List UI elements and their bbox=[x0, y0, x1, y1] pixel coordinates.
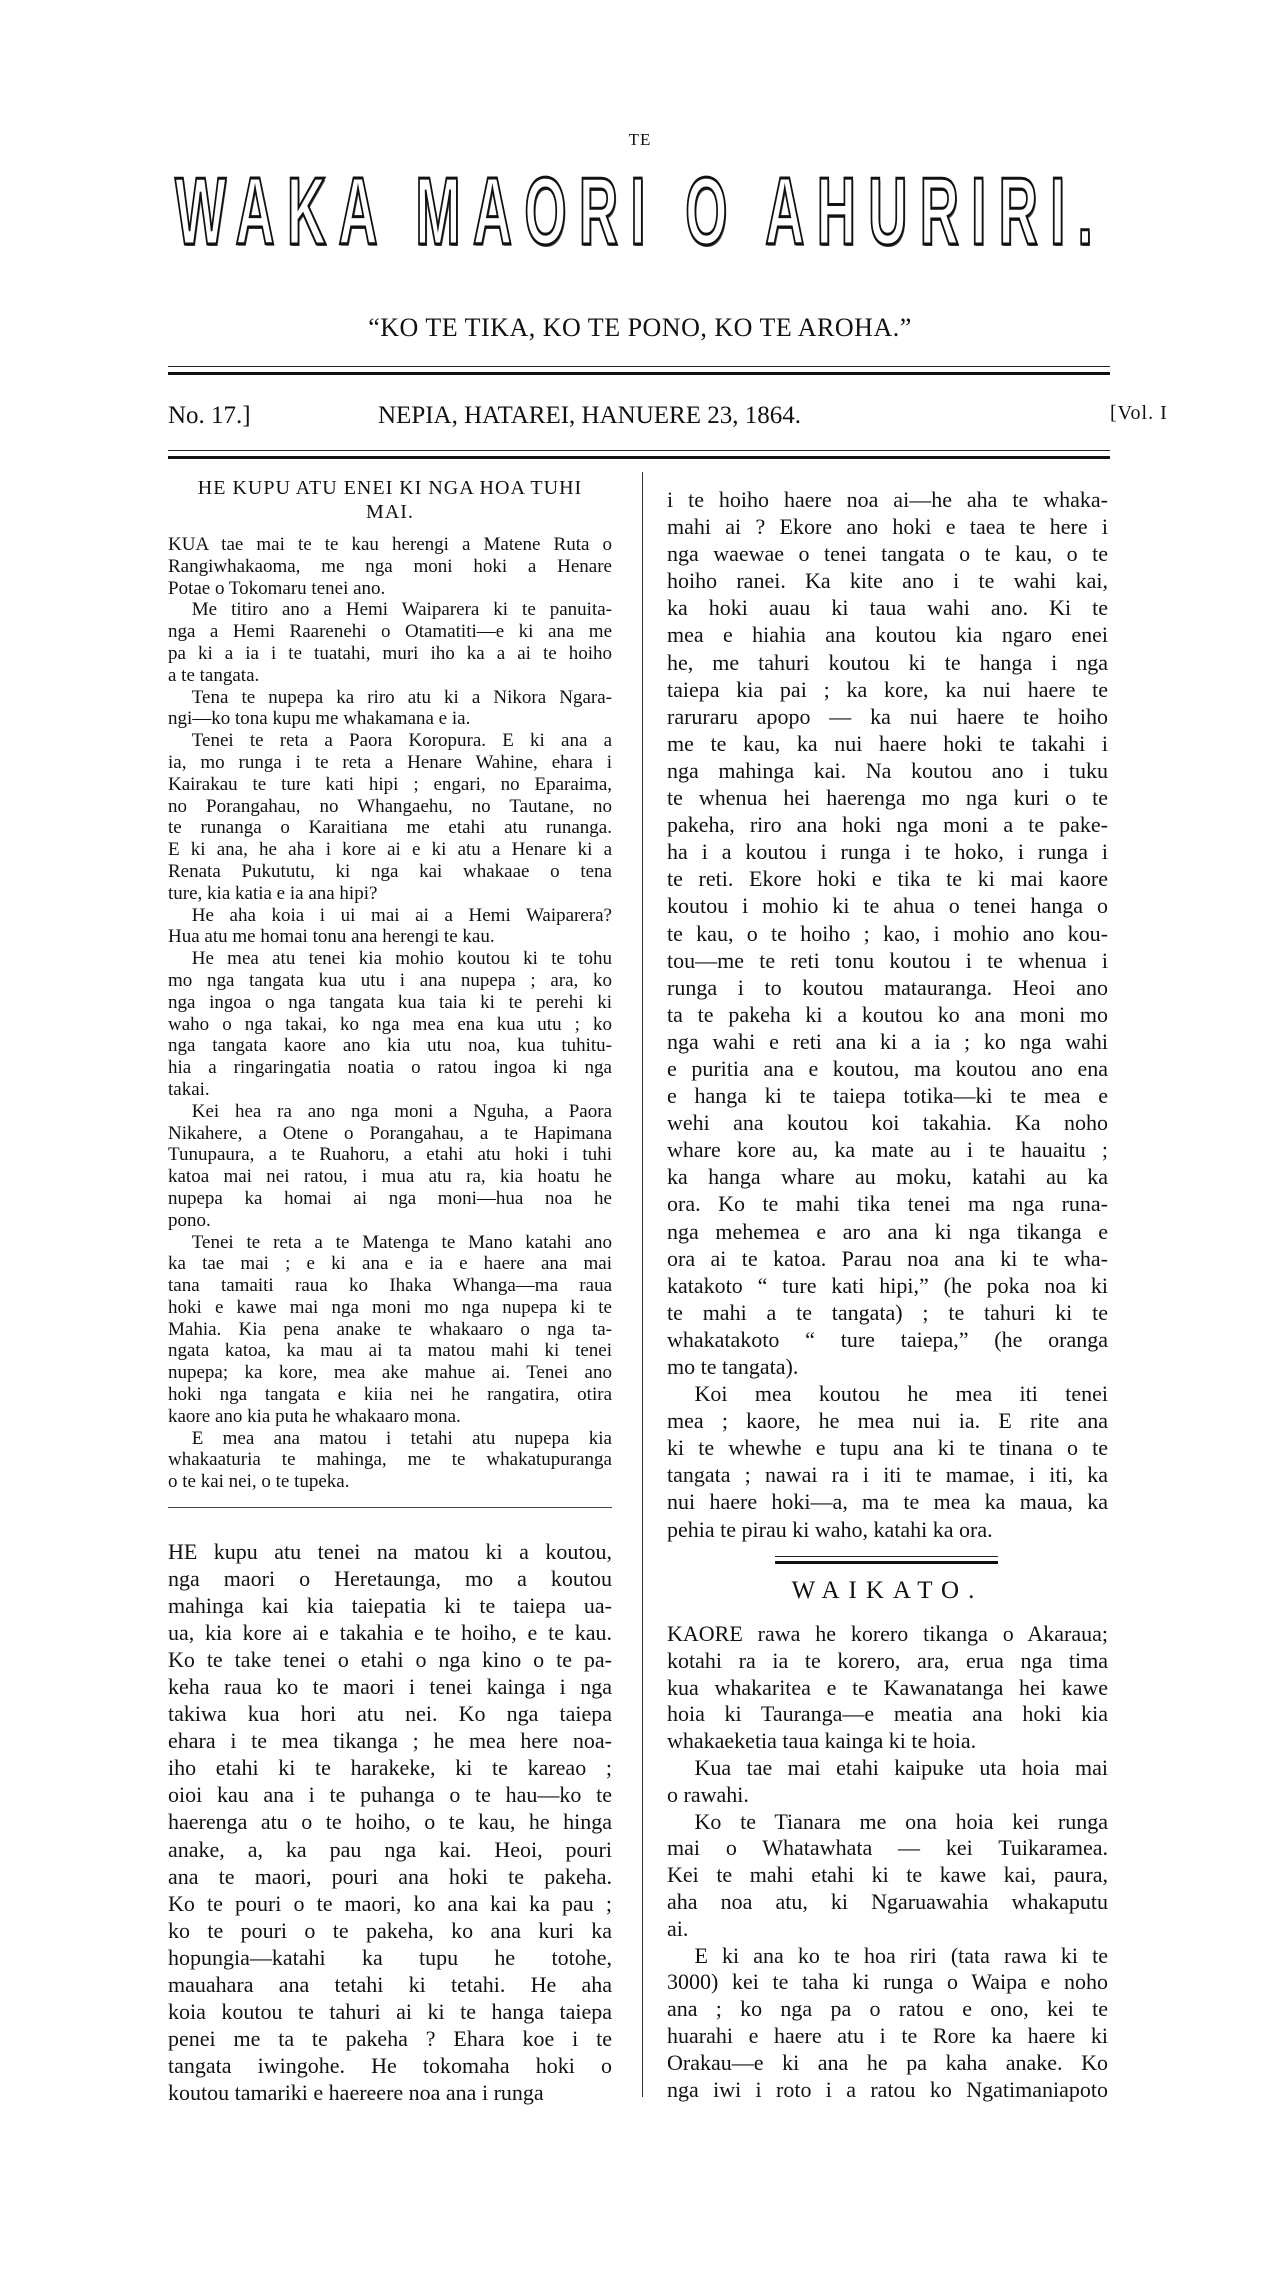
text-line: wehi ana koutou koi takahia. Ka noho bbox=[667, 1110, 1108, 1136]
text-line: Rangiwhakaoma, me nga moni hoki a Henare bbox=[168, 555, 612, 577]
text-line: ora ai te katoa. Parau noa ana ki te wha- bbox=[667, 1245, 1108, 1271]
text-line: ora. Ko te mahi tika tenei ma nga runa- bbox=[667, 1191, 1108, 1217]
text-line: ta te pakeha ki a koutou ko ana moni mo bbox=[667, 1001, 1108, 1027]
text-line: E ki ana, he aha i kore ai e ki atu a Henare ki a bbox=[168, 839, 612, 861]
text-line: mea ; kaore, he mea nui ia. E rite ana bbox=[667, 1408, 1108, 1434]
text-line: nga ingoa o nga tangata kua taia ki te perehi ki bbox=[168, 991, 612, 1013]
text-line: ua, kia kore ai e takahia e te hoiho, e te kau. bbox=[168, 1620, 612, 1646]
text-line: ana te maori, pouri ana hoki te pakeha. bbox=[168, 1863, 612, 1889]
text-line: mahinga kai kia taiepatia ki te taiepa ua- bbox=[168, 1593, 612, 1619]
text-line: he, me tahuri koutou ki te hanga i nga bbox=[667, 649, 1108, 675]
paragraph bbox=[168, 948, 612, 1101]
waikato-rule-thick bbox=[775, 1561, 998, 1564]
text-line: Kei hea ra ano nga moni a Nguha, a Paora bbox=[191, 1100, 612, 1122]
dateline-rule-thin bbox=[168, 450, 1110, 451]
text-line: nupepa ka homai ai nga moni—hua noa he bbox=[168, 1187, 612, 1209]
text-line: anake, a, ka pau nga kai. Heoi, pouri bbox=[168, 1836, 612, 1862]
text-line: katakoto “ ture kati hipi,” (he poka noa ki bbox=[667, 1272, 1108, 1298]
text-line: kua whakaritea e te Kawanatanga hei kawe bbox=[667, 1674, 1108, 1700]
text-line: koutou tamariki e haereere noa ana i runga bbox=[168, 2079, 544, 2105]
text-line: Tunupaura, a te Ruahoru, a etahi atu hoki i tuhi bbox=[168, 1144, 612, 1166]
text-line: nga mahinga kai. Na koutou ano i tuku bbox=[667, 757, 1108, 783]
text-line: whakatakoto “ ture taiepa,” (he oranga bbox=[667, 1326, 1108, 1352]
text-line: Koi mea koutou he mea iti tenei bbox=[694, 1381, 1108, 1407]
text-line: takiwa kua hori atu nei. Ko nga taiepa bbox=[168, 1701, 612, 1727]
text-line: koia koutou te tahuri ai ki te hanga taiepa bbox=[168, 1998, 612, 2024]
text-line: Ko te pouri o te maori, ko ana kai ka pau ; bbox=[168, 1890, 612, 1916]
text-line: ehara i te mea tikanga ; he mea here noa- bbox=[168, 1728, 612, 1754]
text-line: mea e hiahia ana koutou kia ngaro enei bbox=[667, 622, 1108, 648]
dateline bbox=[168, 402, 1168, 434]
text-line: Kei te mahi etahi ki te kawe kai, paura, bbox=[667, 1862, 1108, 1888]
text-line: ko te pouri o te pakeha, ko ana kuri ka bbox=[168, 1917, 612, 1943]
text-line: penei me ta te pakeha ? Ehara koe i te bbox=[168, 2025, 612, 2051]
waikato-heading: WAIKATO. bbox=[791, 1577, 984, 1604]
text-line: nga iwi i roto i a ratou ko Ngatimaniapoto bbox=[667, 2076, 1108, 2102]
text-line: keha raua ko te maori i tenei kainga i nga bbox=[168, 1674, 612, 1700]
text-line: o rawahi. bbox=[667, 1781, 749, 1807]
text-line: no Porangahau, no Whangaehu, no Tautane, no bbox=[168, 795, 612, 817]
text-line: Tena te nupepa ka riro atu ki a Nikora Ngara- bbox=[191, 686, 612, 708]
paragraph bbox=[168, 687, 612, 731]
text-line: mo nga tangata kua utu i ana nupepa ; ara, ko bbox=[168, 969, 612, 991]
paragraph bbox=[168, 534, 612, 599]
text-line: waho o nga takai, ko nga mea ena kua utu ; ko bbox=[168, 1013, 612, 1035]
text-line: nga wahi e reti ana ki a ia ; ko nga wahi bbox=[667, 1028, 1108, 1054]
paragraph bbox=[168, 1101, 612, 1232]
text-line: hoiho ranei. Ka kite ano i te wahi kai, bbox=[667, 568, 1108, 594]
text-line: Orakau—e ki ana he pa kaha anake. Ko bbox=[667, 2049, 1108, 2075]
text-line: runga i to koutou matauranga. Heoi ano bbox=[667, 974, 1108, 1000]
text-line: He aha koia i ui mai ai a Hemi Waiparera? bbox=[191, 904, 612, 926]
paragraph bbox=[667, 1809, 1108, 1943]
text-line: e hanga ki te taiepa totika—ki te mea e bbox=[667, 1083, 1108, 1109]
text-line: KAORE rawa he korero tikanga o Akaraua; bbox=[667, 1621, 1108, 1646]
text-line: aha noa atu, ki Ngaruawahia whakaputu bbox=[667, 1888, 1108, 1914]
paragraph bbox=[168, 905, 612, 949]
text-line: mai o Whatawhata — kei Tuikaramea. bbox=[667, 1835, 1108, 1861]
text-line: Nikahere, a Otene o Porangahau, a te Hapimana bbox=[168, 1122, 612, 1144]
text-line: whakaaturia te mahinga, me te whakatupuranga bbox=[168, 1449, 612, 1471]
paragraph bbox=[667, 1943, 1108, 2104]
text-line: koutou i mohio ki te ahua o tenei hanga o bbox=[667, 893, 1108, 919]
text-line: Kairakau te ture kati hipi ; engari, no Eparaima, bbox=[168, 773, 612, 795]
text-line: haerenga atu o te hoiho, o te kau, he hinga bbox=[168, 1809, 612, 1835]
text-line: te kau, o te hoiho ; kao, i mohio ano kou- bbox=[667, 920, 1108, 946]
text-line: taiepa kia pai ; ka kore, ka nui haere te bbox=[667, 676, 1108, 702]
text-line: iho etahi ki te harakeke, ki te kareao ; bbox=[168, 1755, 612, 1781]
text-line: me te kau, ka nui haere hoki te takahi i bbox=[667, 730, 1108, 756]
masthead bbox=[175, 158, 1105, 265]
text-line: te reti. Ekore hoki e tika te ki mai kaore bbox=[667, 866, 1108, 892]
column-divider bbox=[642, 472, 643, 2097]
paragraph bbox=[168, 599, 612, 686]
text-line: te runanga o Karaitiana me etahi atu runanga. bbox=[168, 817, 612, 839]
heading-line: HE KUPU ATU ENEI KI NGA HOA TUHI bbox=[197, 477, 583, 499]
notices-article bbox=[168, 476, 612, 1493]
text-line: hia a ringaringatia noatia o ratou ingoa ki nga bbox=[168, 1057, 612, 1079]
text-line: nga a Hemi Raarenehi o Otamatiti—e ki ana me bbox=[168, 621, 612, 643]
notices-body bbox=[168, 534, 612, 1493]
masthead-title: WAKA MAORI O AHURIRI. bbox=[175, 158, 1105, 265]
text-line: nui haere hoki—a, ma te mea ka maua, ka bbox=[667, 1489, 1108, 1515]
text-line: Potae o Tokomaru tenei ano. bbox=[168, 577, 386, 599]
heading-line: MAI. bbox=[366, 501, 414, 523]
text-line: mahi ai ? Ekore ano hoki e taea te here i bbox=[667, 514, 1108, 540]
text-line: kaore ano kia puta he whakaaro mona. bbox=[168, 1405, 461, 1427]
text-line: KUA tae mai te te kau herengi a Matene Ruta o bbox=[168, 534, 612, 555]
text-line: tangata iwingohe. He tokomaha hoki o bbox=[168, 2052, 612, 2078]
text-line: Me titiro ano a Hemi Waiparera ki te panuita- bbox=[191, 599, 612, 621]
waikato-rule-thin bbox=[775, 1556, 998, 1557]
section-separator bbox=[168, 1507, 612, 1508]
text-line: ia, mo runga i te reta a Henare Wahine, ehara i bbox=[168, 751, 612, 773]
text-line: Tenei te reta a Paora Koropura. E ki ana a bbox=[191, 730, 612, 752]
text-line: i te hoiho haere noa ai—he aha te whaka- bbox=[667, 487, 1108, 512]
text-line: nupepa; ka kore, mea ake mahue ai. Tenei ano bbox=[168, 1362, 612, 1384]
text-line: pakeha, riro ana hoki nga moni a te pake- bbox=[667, 812, 1108, 838]
motto: “KO TE TIKA, KO TE PONO, KO TE AROHA.” bbox=[368, 313, 912, 342]
text-line: huarahi e haere atu i te Rore ka haere ki bbox=[667, 2022, 1108, 2048]
waikato-body bbox=[667, 1621, 1108, 2103]
editorial-continued bbox=[667, 486, 1108, 1543]
paragraph bbox=[667, 486, 1108, 1380]
text-line: pehia te pirau ki waho, katahi ka ora. bbox=[667, 1516, 993, 1542]
text-line: te whenua hei haerenga mo nga kuri o te bbox=[667, 785, 1108, 811]
text-line: tana tamaiti raua ko Ihaka Whanga—ma raua bbox=[168, 1275, 612, 1297]
text-line: ngi—ko tona kupu me whakamana e ia. bbox=[168, 708, 471, 730]
text-line: ngata katoa, ka mau ai ta matou mahi ki tenei bbox=[168, 1340, 612, 1362]
text-line: E mea ana matou i tetahi atu nupepa kia bbox=[191, 1427, 612, 1449]
paragraph bbox=[667, 1755, 1108, 1809]
header-rule-thick bbox=[168, 372, 1110, 375]
text-line: a te tangata. bbox=[168, 664, 260, 686]
text-line: Hua atu me homai tonu ana herengi te kau. bbox=[168, 926, 495, 948]
text-line: ka tae mai ; e ki ana e ia e haere ana mai bbox=[168, 1253, 612, 1275]
issue-place-date: NEPIA, HATAREI, HANUERE 23, 1864. bbox=[378, 402, 801, 429]
editorial-body bbox=[168, 1538, 612, 2106]
text-line: Ko te Tianara me ona hoia kei runga bbox=[694, 1808, 1108, 1834]
text-line: He mea atu tenei kia mohio koutou ki te tohu bbox=[191, 948, 612, 970]
text-line: pa ki a ia i te tuatahi, muri iho ka a ai te hoiho bbox=[168, 642, 612, 664]
paragraph bbox=[168, 730, 612, 904]
header-rule-thin bbox=[168, 366, 1110, 367]
paragraph bbox=[168, 1428, 612, 1493]
text-line: Tenei te reta a te Matenga te Mano katahi ano bbox=[191, 1231, 612, 1253]
paragraph bbox=[168, 1538, 612, 2106]
text-line: HE kupu atu tenei na matou ki a koutou, bbox=[168, 1539, 612, 1564]
text-line: hoia ki Tauranga—e meatia ana hoki kia bbox=[667, 1701, 1108, 1727]
text-line: ai. bbox=[667, 1915, 689, 1941]
text-line: ka hoki auau ki taua wahi ano. Ki te bbox=[667, 595, 1108, 621]
text-line: ana ; ko nga pa o ratou e ono, kei te bbox=[667, 1996, 1108, 2022]
text-line: ka hanga whare au moku, katahi au ka bbox=[667, 1164, 1108, 1190]
text-line: mauahara ana tetahi ki tetahi. He aha bbox=[168, 1971, 612, 1997]
text-line: nga tangata kaore ano kia utu noa, kua tuhitu- bbox=[168, 1035, 612, 1057]
text-line: ha i a koutou i runga i te hoko, i runga i bbox=[667, 839, 1108, 865]
paragraph bbox=[168, 1232, 612, 1428]
text-line: mo te tangata). bbox=[667, 1354, 799, 1379]
text-line: hopungia—katahi ka tupu he totohe, bbox=[168, 1944, 612, 1970]
issue-number: No. 17.] bbox=[168, 402, 251, 429]
paragraph bbox=[667, 1380, 1108, 1543]
text-line: whare kore au, ka mate au i te hauaitu ; bbox=[667, 1137, 1108, 1163]
text-line: Ko te take tenei o etahi o nga kino o te pa- bbox=[168, 1647, 612, 1673]
text-line: te mahi a te tangata) ; te tahuri ki te bbox=[667, 1299, 1108, 1325]
text-line: Renata Pukututu, ki nga kai whakaae o tena bbox=[168, 860, 612, 882]
text-line: e puritia ana e koutou, ma koutou ano ena bbox=[667, 1055, 1108, 1081]
text-line: nga mehemea e aro ana ki nga tikanga e bbox=[667, 1218, 1108, 1244]
volume-label: [Vol. I bbox=[1110, 402, 1168, 424]
text-line: nga waewae o tenei tangata o te kau, o te bbox=[667, 541, 1108, 567]
text-line: hoki e kawe mai nga moni mo nga nupepa ki te bbox=[168, 1296, 612, 1318]
paragraph bbox=[667, 1621, 1108, 1755]
text-line: oioi kau ana i te puhanga o te hau—ko te bbox=[168, 1782, 612, 1808]
text-line: Kua tae mai etahi kaipuke uta hoia mai bbox=[694, 1754, 1108, 1780]
editorial-continued-body bbox=[667, 486, 1108, 1543]
dateline-rule-thick bbox=[168, 456, 1110, 459]
text-line: pono. bbox=[168, 1209, 211, 1231]
text-line: tangata ; nawai ra i iti te mamae, i iti, ka bbox=[667, 1462, 1108, 1488]
text-line: Mahia. Kia pena anake te whakaaro o nga ta- bbox=[168, 1318, 612, 1340]
text-line: raruraru apopo — ka nui haere te hoiho bbox=[667, 703, 1108, 729]
text-line: 3000) kei te taha ki runga o Waipa e noho bbox=[667, 1969, 1108, 1995]
text-line: hoki nga tangata e kiia nei he rangatira, otira bbox=[168, 1384, 612, 1406]
text-line: kotahi ra ia te korero, ara, erua nga tima bbox=[667, 1647, 1108, 1673]
text-line: katoa mai nei ratou, i mua atu ra, kia hoatu he bbox=[168, 1166, 612, 1188]
text-line: tou—me te reti tonu koutou i te whenua i bbox=[667, 947, 1108, 973]
text-line: takai. bbox=[168, 1078, 210, 1100]
notices-heading bbox=[168, 476, 612, 524]
masthead-pre-title: TE bbox=[628, 130, 652, 149]
text-line: ture, kia katia e ia ana hipi? bbox=[168, 882, 378, 904]
text-line: nga maori o Heretaunga, mo a koutou bbox=[168, 1566, 612, 1592]
waikato-article bbox=[667, 1621, 1108, 2103]
text-line: E ki ana ko te hoa riri (tata rawa ki te bbox=[694, 1942, 1108, 1968]
editorial-article bbox=[168, 1538, 612, 2106]
text-line: whakaeketia taua kainga ki te hoia. bbox=[667, 1728, 977, 1754]
text-line: ki te whewhe e tupu ana ki te tinana o te bbox=[667, 1435, 1108, 1461]
text-line: o te kai nei, o te tupeka. bbox=[168, 1471, 350, 1493]
